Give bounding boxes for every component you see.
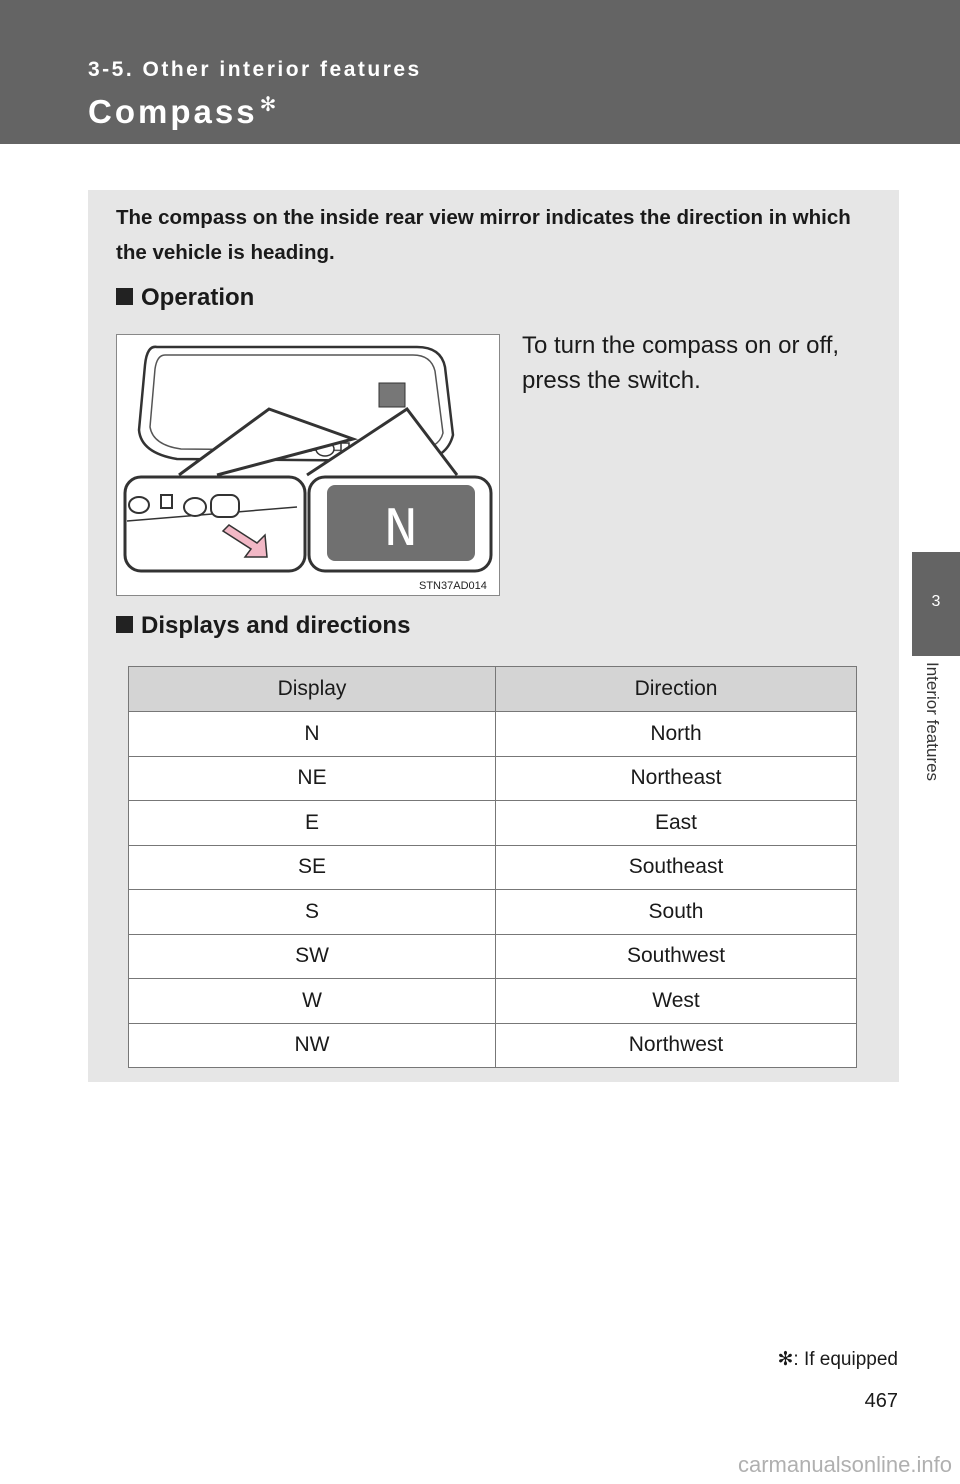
- directions-table: [128, 666, 857, 1068]
- intro-text: The compass on the inside rear view mirror indicates the direction in which the vehicle is heading.: [116, 206, 851, 264]
- direction-cell: Southwest: [496, 934, 857, 979]
- display-cell: N: [129, 712, 496, 757]
- table-row: [129, 756, 857, 801]
- display-cell: SW: [129, 934, 496, 979]
- direction-cell: Southeast: [496, 845, 857, 890]
- column-header-direction: Direction: [496, 667, 857, 712]
- table-row: [129, 1023, 857, 1068]
- chapter-tab-number: 3: [912, 552, 960, 656]
- square-bullet-icon: [116, 288, 133, 305]
- direction-cell: Northeast: [496, 756, 857, 801]
- table-row: [129, 890, 857, 935]
- page-title: [88, 92, 276, 131]
- footnote-mark: ✻: [777, 1349, 794, 1370]
- section-label: 3-5. Other interior features: [88, 58, 422, 81]
- display-cell: NE: [129, 756, 496, 801]
- display-cell: W: [129, 979, 496, 1024]
- operation-instruction: To turn the compass on or off, press the switch.: [522, 332, 840, 394]
- display-cell: E: [129, 801, 496, 846]
- direction-cell: North: [496, 712, 857, 757]
- if-equipped-mark: ✻: [259, 94, 277, 116]
- mirror-illustration: [116, 334, 500, 596]
- table-row: [129, 712, 857, 757]
- table-row: [129, 979, 857, 1024]
- direction-cell: East: [496, 801, 857, 846]
- footnote: [777, 1348, 898, 1371]
- watermark: carmanualsonline.info: [737, 1452, 952, 1477]
- rear-view-mirror-icon: [117, 335, 499, 595]
- displays-heading-text: Displays and directions: [141, 612, 411, 639]
- operation-heading: [116, 284, 254, 312]
- table-row: [129, 801, 857, 846]
- displays-heading: [116, 612, 410, 640]
- footnote-text: : If equipped: [793, 1349, 898, 1370]
- table-row: [129, 934, 857, 979]
- operation-heading-text: Operation: [141, 284, 255, 311]
- direction-cell: West: [496, 979, 857, 1024]
- square-bullet-icon: [116, 616, 133, 633]
- display-cell: NW: [129, 1023, 496, 1068]
- direction-cell: South: [496, 890, 857, 935]
- chapter-tab-label: Interior features: [923, 662, 942, 782]
- display-cell: S: [129, 890, 496, 935]
- page-number: 467: [864, 1390, 898, 1412]
- figure-code: STN37AD014: [419, 580, 487, 592]
- display-cell: SE: [129, 845, 496, 890]
- title-text: Compass: [88, 93, 258, 130]
- column-header-display: Display: [129, 667, 496, 712]
- table-row: [129, 845, 857, 890]
- display-letter: N: [384, 498, 418, 562]
- direction-cell: Northwest: [496, 1023, 857, 1068]
- page-header: [0, 0, 960, 144]
- table-header-row: [129, 667, 857, 712]
